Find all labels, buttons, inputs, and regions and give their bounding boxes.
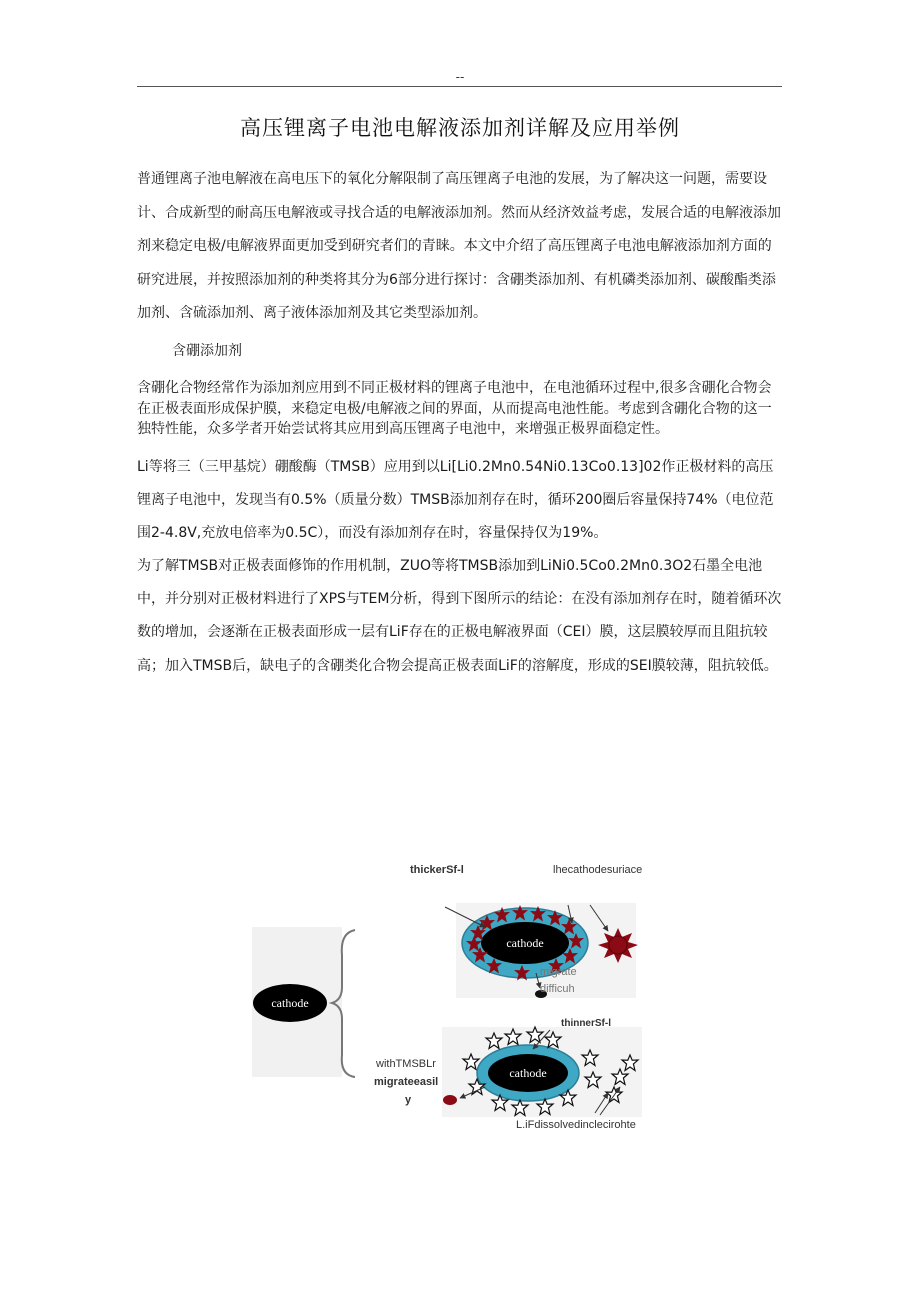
bottom-cathode-label: cathode xyxy=(509,1066,547,1080)
label-cathode-surface: lhecathodesuriace xyxy=(553,864,643,876)
zuo-study-paragraph: 为了解TMSB对正极表面修饰的作用机制，ZUO等将TMSB添加到LiNi0.5Co0.2Mn0.3O2石墨全电池中，并分别对正极材料进行了XPS与TEM分析，得到下图所示的结论：在没有添加剂存在时，随着循环次数的增加，会逐渐在正极表面形成一层有LiF存在的正极电解液界面（CEI）膜，这层膜较厚而且阻抗较高；加入TMSB后，缺电子的含硼类化合物会提高正极表面LiF的溶解度，形成的SEI膜较薄，阻抗较低。 xyxy=(137,558,782,674)
label-migrate: migrate xyxy=(540,966,577,978)
label-difficult: difficuh xyxy=(540,983,575,995)
document-title: 高压锂离子电池电解液添加剂详解及应用举例 xyxy=(240,116,680,140)
li-study-paragraph: Li等将三（三甲基烷）硼酸酶（TMSB）应用到以Li[Li0.2Mn0.54Ni0.13Co0.13]02作正极材料的高压锂离子电池中，发现当有0.5%（质量分数）TMSB添加剂存在时，循环200圈后容量保持74%（电位范围2-4.8V,充放电倍率为0.5C），而没有添加剂存在时，容量保持仅为19%。 xyxy=(137,459,774,542)
header-rule xyxy=(137,86,782,87)
label-with-tmsb: withTMSBLr xyxy=(376,1058,436,1070)
label-thicker-sei: thickerSf-l xyxy=(410,864,464,876)
cei-mechanism-figure xyxy=(250,855,670,1140)
top-cathode-label: cathode xyxy=(506,936,544,950)
boron-intro-paragraph: 含硼化合物经常作为添加剂应用到不同正极材料的锂离子电池中，在电池循环过程中,很多含硼化合物会在正极表面形成保护膜，来稳定电极/电解液之间的界面，从而提高电池性能。考虑到含硼化合物的这一独特性能，众多学者开始尝试将其应用到高压锂离子电池中，来增强正极界面稳定性。 xyxy=(137,380,772,437)
label-easily-end: y xyxy=(405,1094,412,1106)
left-cathode-label: cathode xyxy=(271,996,309,1010)
intro-paragraph: 普通锂离子池电解液在高电压下的氧化分解限制了高压锂离子电池的发展，为了解决这一问题，需要设计、合成新型的耐高压电解液或寻找合适的电解液添加剂。然而从经济效益考虑，发展合适的电解液添加剂来稳定电极/电解液界面更加受到研究者们的青睐。本文中介绍了高压锂离子电池电解液添加剂方面的研究进展，并按照添加剂的种类将其分为6部分进行探讨：含硼类添加剂、有机磷类添加剂、碳酸酯类添加剂、含硫添加剂、离子液体添加剂及其它类型添加剂。 xyxy=(137,171,781,322)
label-migrate-easily: migrateeasil xyxy=(374,1076,439,1088)
page-header-mark: -- xyxy=(455,70,465,84)
section-heading-boron: 含硼添加剂 xyxy=(172,343,242,359)
label-thinner-sei: thinnerSf-l xyxy=(561,1018,611,1029)
label-lif-dissolved: L.iFdissolvedinclecirohte xyxy=(516,1119,636,1131)
li-ion-bottom xyxy=(443,1095,457,1105)
